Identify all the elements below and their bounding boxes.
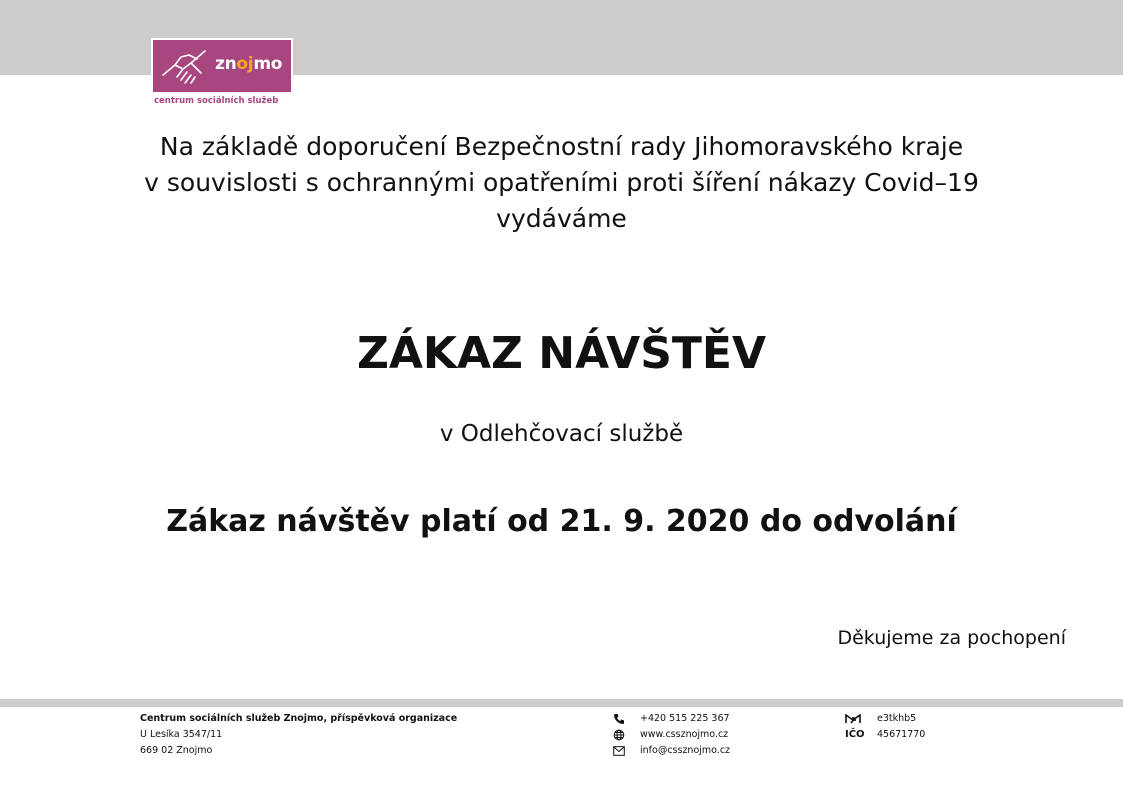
phone-number[interactable]: +420 515 225 367 [640,713,730,724]
handshake-icon [161,45,209,87]
intro-text [0,129,1123,237]
logo-subtitle: centrum sociálních služeb [154,96,279,106]
contact-web [612,727,730,743]
ico-label: IČO [845,729,865,740]
org-address-street: U Lesíka 3547/11 [140,729,223,740]
databox-icon [845,714,867,724]
envelope-icon [612,745,626,757]
org-name: Centrum sociálních služeb Znojmo, příspěvková organizace [140,713,458,724]
phone-icon [612,713,626,725]
databox-row [845,711,925,727]
logo-wordmark: znojmo [215,54,283,74]
contact-phone [612,711,730,727]
email-link[interactable]: info@cssznojmo.cz [640,745,731,756]
contact-email [612,743,730,759]
intro-line-2: v souvislosti s ochrannými opatřeními proti šíření nákazy Covid–19 [144,168,979,197]
ico-row [845,727,925,743]
databox-value: e3tkhb5 [877,713,917,724]
footer-contacts [612,711,730,759]
logo [151,38,293,94]
org-address-city: 669 02 Znojmo [140,745,213,756]
footer-identifiers [845,711,925,743]
website-link[interactable]: www.cssznojmo.cz [640,729,729,740]
validity-statement: Zákaz návštěv platí od 21. 9. 2020 do odvolání [166,504,957,539]
intro-line-3: vydáváme [496,204,627,233]
ico-value: 45671770 [877,729,926,740]
footer-organization [140,711,457,759]
thanks-note: Děkujeme za pochopení [837,627,1066,649]
footer-divider [0,699,1123,707]
globe-icon [612,729,626,741]
subheadline: v Odlehčovací službě [439,421,684,447]
headline: ZÁKAZ NÁVŠTĚV [356,328,767,379]
intro-line-1: Na základě doporučení Bezpečnostní rady Jihomoravského kraje [159,132,964,161]
